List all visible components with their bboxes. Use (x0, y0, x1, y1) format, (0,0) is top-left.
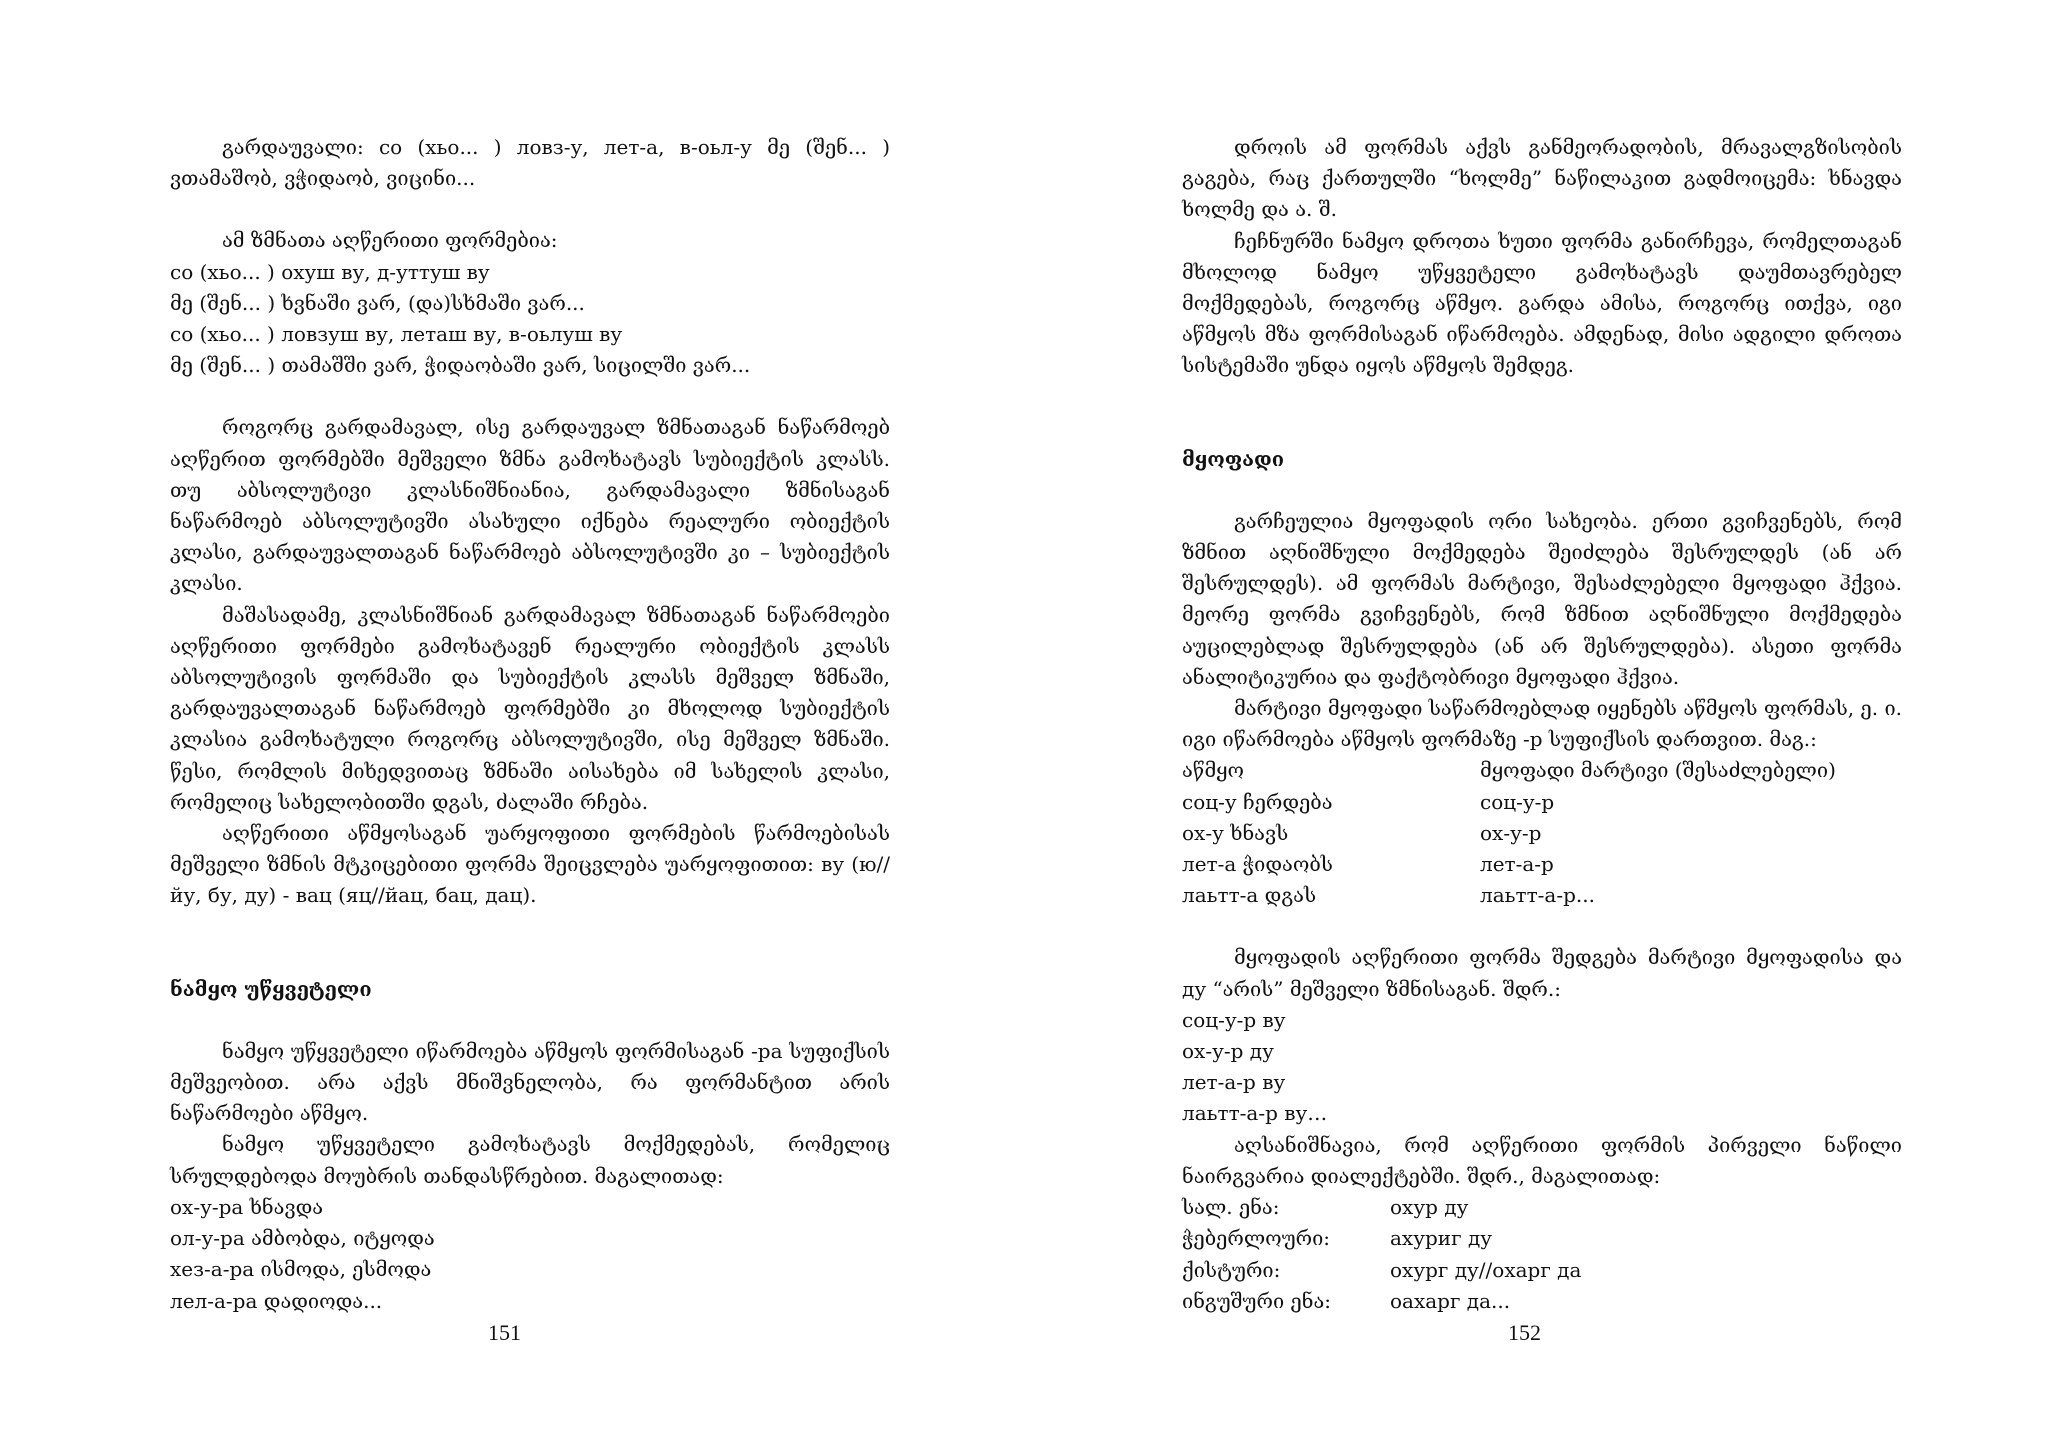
table-cell: соц-у-р (1480, 789, 1555, 814)
section-heading: ნამყო უწყვეტელი (170, 976, 372, 1001)
example-line: лет-а-р ву (1182, 1070, 1286, 1095)
table-row (1182, 787, 1902, 818)
example-line: лел-а-ра დადიოდა... (170, 1288, 383, 1313)
table-cell: лет-а-р (1480, 852, 1554, 877)
dialect-name: სალ. ენა: (1182, 1195, 1280, 1220)
text-line: ამ ზმნათა აღწერითი ფორმებია: (222, 228, 558, 253)
table-row (1182, 849, 1902, 880)
dialect-name: ჭებერლოური: (1182, 1226, 1331, 1251)
table-row (1182, 818, 1902, 849)
paragraph: მყოფადის აღწერითი ფორმა შედგება მარტივი მყოფადისა და ду “არის” მეშველი ზმნისაგან. შდრ.: (1182, 945, 1902, 1001)
table-cell: ох-у-р (1480, 820, 1542, 845)
table-header-cell: მყოფადი მარტივი (შესაძლებელი) (1480, 758, 1836, 783)
example-line: хез-а-ра ისმოდა, ესმოდა (170, 1257, 432, 1282)
table-cell: лаьтт-а დგას (1182, 883, 1317, 908)
paragraph: გარდაუვალი: со (хьо... ) ловз-у, лет-а, в-оьл-у მე (შენ... ) ვთამაშობ, ვჭიდაობ, ვიცინი... (170, 135, 890, 191)
paragraph: გარჩეულია მყოფადის ორი სახეობა. ერთი გვიჩვენებს, რომ ზმნით აღნიშნული მოქმედება შეიძლება შესრულდეს (ან არ შესრულდეს). ამ ფორმას მარტივი, შესაძლებელი მყოფადი ჰქვია. მეორე ფორმა გვიჩვენებს, რომ ზმნით აღნიშნული მოქმედება აუცილებლად შესრულდება (ან არ შესრულდება). ასეთი ფორმა ანალიტიკურია და ფაქტობრივი მყოფადი ჰქვია. (1182, 508, 1902, 689)
dialect-row (1182, 1286, 1902, 1317)
example-line: ох-у-р ду (1182, 1039, 1274, 1064)
left-text-column (170, 132, 890, 1317)
table-header-cell: აწმყო (1182, 758, 1245, 783)
dialect-form: охур ду (1390, 1195, 1469, 1220)
paragraph: დროის ამ ფორმას აქვს განმეორადობის, მრავალგზისობის გაგება, რაც ქართულში “ხოლმე” ნაწილაკით გადმოიცემა: ხნავდა ხოლმე და ა. შ. (1182, 135, 1902, 222)
dialect-name: ინგუშური ენა: (1182, 1288, 1331, 1313)
paragraph: როგორც გარდამავალ, ისე გარდაუვალ ზმნათაგან ნაწარმოებ აღწერით ფორმებში მეშველი ზმნა გამოხატავს სუბიექტის კლასს. თუ აბსოლუტივი კლასნიშნიანია, გარდამავალი ზმნისაგან ნაწარმოებ აბსოლუტივში ასახული იქნება რეალური ობიექტის კლასი, გარდაუვალთაგან ნაწარმოებ აბსოლუტივში კი – სუბიექტის კლასი. (170, 415, 890, 596)
paragraph: ჩეჩნურში ნამყო დროთა ხუთი ფორმა განირჩევა, რომელთაგან მხოლოდ ნამყო უწყვეტელი გამოხატავს დაუმთავრებელ მოქმედებას, როგორც აწმყო. გარდა ამისა, როგორც ითქვა, იგი აწმყოს მზა ფორმისაგან იწარმოება. ამდენად, მისი ადგილი დროთა სისტემაში უნდა იყოს აწმყოს შემდეგ. (1182, 228, 1902, 378)
paragraph: მაშასადამე, კლასნიშნიან გარდამავალ ზმნათაგან ნაწარმოები აღწერითი ფორმები გამოხატავენ რეალური ობიექტის კლასს აბსოლუტივის ფორმაში და სუბიექტის კლასს მეშველ ზმნაში, გარდაუვალთაგან ნაწარმოებ ფორმებში კი მხოლოდ სუბიექტის კლასია გამოხატული როგორც აბსოლუტივში, ისე მეშველ ზმნაში. წესი, რომლის მიხედვითაც ზმნაში აისახება იმ სახელის კლასი, რომელიც სახელობითში დგას, ძალაში რჩება. (170, 602, 890, 814)
paragraph: აღწერითი აწმყოსაგან უარყოფითი ფორმების წარმოებისას მეშველი ზმნის მტკიცებითი ფორმა შეიცვლება უარყოფითით: ву (ю//йу, бу, ду) - вац (яц//йац, бац, дац). (170, 821, 890, 908)
dialect-form: охург ду//охарг да (1390, 1257, 1582, 1282)
example-line: ох-у-ра ხნავდა (170, 1194, 324, 1219)
table-cell: лаьтт-а-р... (1480, 883, 1595, 908)
right-page (1024, 0, 2048, 1447)
table-header-row (1182, 755, 1902, 786)
dialect-row (1182, 1255, 1902, 1286)
paragraph: მარტივი მყოფადი საწარმოებლად იყენებს აწმყოს ფორმას, ე. ი. იგი იწარმოება აწმყოს ფორმაზე -р სუფიქსის დართვით. მაგ.: (1182, 696, 1902, 752)
example-line: соц-у-р ву (1182, 1007, 1286, 1032)
dialect-name: ქისტური: (1182, 1257, 1281, 1282)
text-line: со (хьо... ) ловзуш ву, леташ ву, в-оьлуш ву (170, 322, 623, 347)
section-heading: მყოფადი (1182, 446, 1285, 471)
text-line: со (хьо... ) охуш ву, д-уттуш ву (170, 259, 490, 284)
paragraph: ნამყო უწყვეტელი იწარმოება აწმყოს ფორმისაგან -ра სუფიქსის მეშვეობით. არა აქვს მნიშვნელობა, რა ფორმანტით არის ნაწარმოები აწმყო. (170, 1038, 890, 1126)
dialect-form: ахуриг ду (1390, 1226, 1493, 1251)
paragraph: ნამყო უწყვეტელი გამოხატავს მოქმედებას, რომელიც სრულდებოდა მოუბრის თანდასწრებით. მაგალითად: (170, 1132, 890, 1188)
table-row (1182, 880, 1902, 911)
table-cell: ох-у ხნავს (1182, 820, 1289, 845)
table-cell: лет-а ჭიდაობს (1182, 852, 1333, 877)
dialect-row (1182, 1192, 1902, 1223)
page-number: 152 (1508, 1320, 1541, 1345)
text-line: მე (შენ... ) ხვნაში ვარ, (და)სხმაში ვარ... (170, 290, 585, 315)
table-cell: соц-у ჩერდება (1182, 789, 1333, 814)
text-line: მე (შენ... ) თამაშში ვარ, ჭიდაობაში ვარ, სიცილში ვარ... (170, 353, 751, 378)
dialect-row (1182, 1223, 1902, 1254)
page-number: 151 (488, 1320, 521, 1345)
example-line: лаьтт-а-р ву… (1182, 1101, 1328, 1126)
dialect-form: оахарг да... (1390, 1288, 1511, 1313)
example-line: ол-у-ра ამბობდა, იტყოდა (170, 1226, 435, 1251)
paragraph: აღსანიშნავია, რომ აღწერითი ფორმის პირველი ნაწილი ნაირგვარია დიალექტებში. შდრ., მაგალითად: (1182, 1132, 1902, 1188)
right-text-column (1182, 132, 1902, 1317)
